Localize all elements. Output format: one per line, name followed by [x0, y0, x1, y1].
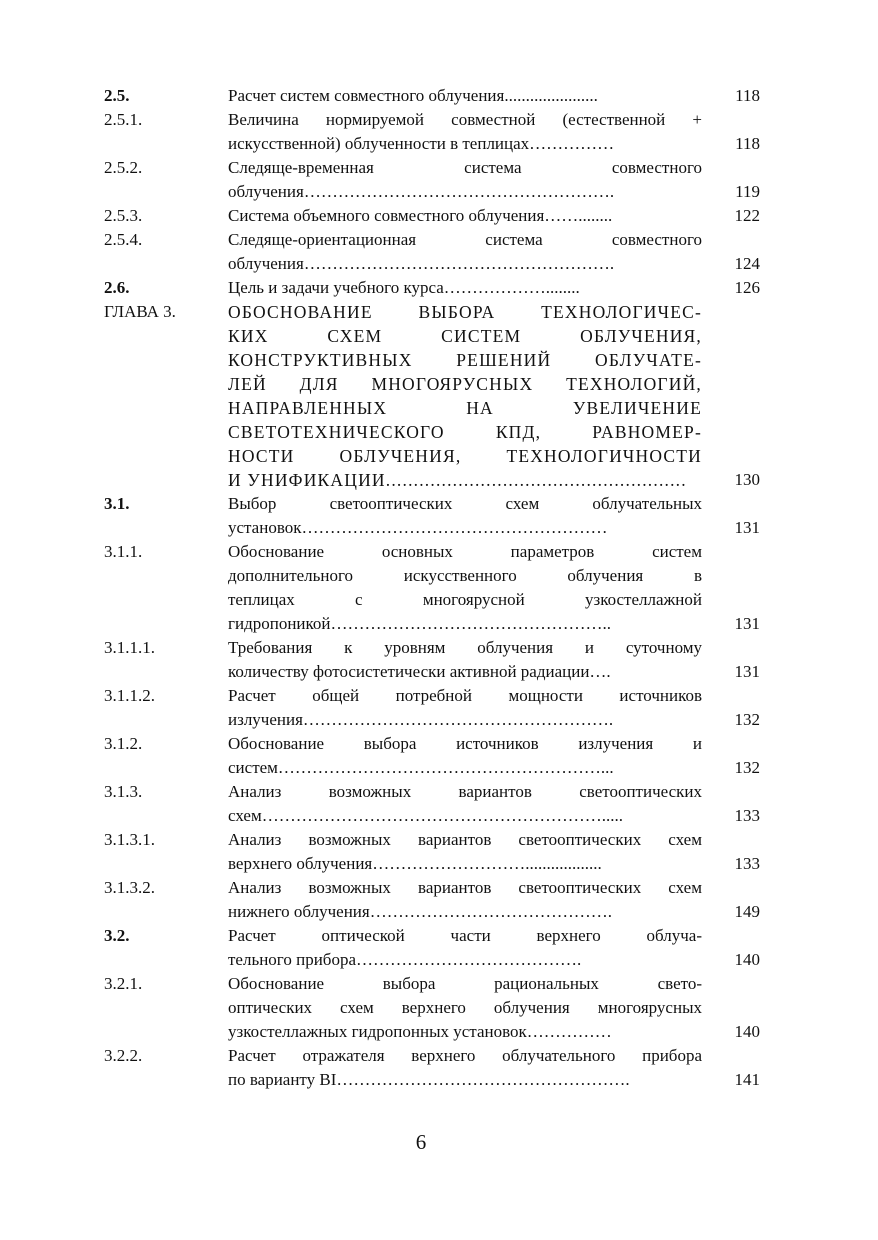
toc-entry-title-line: Расчет оптической части верхнего облуча-	[228, 926, 702, 945]
toc-entry-title-line: Анализ возможных вариантов светооптических схем	[228, 830, 702, 849]
toc-entry	[104, 732, 760, 780]
toc-entry-title	[228, 1044, 702, 1092]
toc-entry-page: 132	[734, 758, 760, 777]
toc-entry-title-line: теплицах с многоярусной узкостеллажной	[228, 590, 702, 609]
toc-entry-title	[228, 732, 702, 780]
toc-entry	[104, 108, 760, 156]
toc-entry-title	[228, 684, 702, 732]
toc-entry-title-line: Расчет отражателя верхнего облучательного прибора	[228, 1046, 702, 1065]
toc-entry-number: 3.2.2.	[104, 1046, 143, 1065]
toc-entry-title	[228, 636, 702, 684]
toc-entry-number: 3.1.2.	[104, 734, 143, 753]
toc-entry-title-line: Обоснование основных параметров систем	[228, 542, 702, 561]
toc-entry-number: 2.5.4.	[104, 230, 143, 249]
toc-entry	[104, 876, 760, 924]
toc-entry-title-line: количеству фотосистетически активной радиации….	[228, 662, 611, 681]
toc-entry-title	[228, 204, 702, 228]
toc-entry	[104, 636, 760, 684]
toc-entry-title-line: Выбор светооптических схем облучательных	[228, 494, 702, 513]
toc-entry-title-line: ОБОСНОВАНИЕ ВЫБОРА ТЕХНОЛОГИЧЕС-	[228, 302, 702, 322]
toc-entry-title-line: Обоснование выбора рациональных свето-	[228, 974, 702, 993]
toc-entry-title-line: Анализ возможных вариантов светооптических схем	[228, 878, 702, 897]
toc-entry-number: 3.1.	[104, 494, 130, 513]
toc-entry-title-line: СВЕТОТЕХНИЧЕСКОГО КПД, РАВНОМЕР-	[228, 422, 702, 442]
toc-entry	[104, 828, 760, 876]
toc-entry	[104, 84, 760, 108]
toc-entry-number: 2.5.1.	[104, 110, 143, 129]
toc-entry-page: 131	[734, 518, 760, 537]
toc-entry	[104, 492, 760, 540]
toc-entry-page: 141	[734, 1070, 760, 1089]
toc-entry-number: 2.5.2.	[104, 158, 143, 177]
toc-entry-title-line: систем…………………………………………………...	[228, 758, 614, 777]
toc-entry-title	[228, 876, 702, 924]
toc-entry-title-line: КИХ СХЕМ СИСТЕМ ОБЛУЧЕНИЯ,	[228, 326, 702, 346]
toc-entry-title-line: Расчет систем совместного облучения......................	[228, 86, 598, 105]
toc-entry-title-line: Требования к уровням облучения и суточному	[228, 638, 702, 657]
toc-entry-number: 3.1.3.1.	[104, 830, 155, 849]
toc-entry-page: 124	[734, 254, 760, 273]
toc-entry-title-line: Система объемного совместного облучения……........	[228, 206, 613, 225]
toc-entry-page: 132	[734, 710, 760, 729]
toc-entry-title-line: облучения……………………………………………….	[228, 254, 615, 273]
toc-entry-number: 3.1.1.1.	[104, 638, 155, 657]
toc-entry-number: 3.2.1.	[104, 974, 143, 993]
toc-entry-title	[228, 84, 702, 108]
toc-entry	[104, 204, 760, 228]
toc-entry-title	[228, 492, 702, 540]
toc-entry-title-line: верхнего облучения………………………..................	[228, 854, 602, 873]
toc-entry-title-line: тельного прибора………………………………….	[228, 950, 582, 969]
table-of-contents	[104, 84, 760, 1092]
toc-entry-title-line: КОНСТРУКТИВНЫХ РЕШЕНИЙ ОБЛУЧАТЕ-	[228, 350, 702, 370]
toc-entry-title-line: излучения……………………………………………….	[228, 710, 614, 729]
toc-entry	[104, 684, 760, 732]
toc-entry-page: 133	[734, 806, 760, 825]
toc-entry-number: 3.1.1.	[104, 542, 143, 561]
toc-entry	[104, 1044, 760, 1092]
toc-entry-title-line: установок………………………………………………	[228, 518, 608, 537]
toc-entry-title-line: НАПРАВЛЕННЫХ НА УВЕЛИЧЕНИЕ	[228, 398, 702, 418]
toc-entry-page: 140	[734, 950, 760, 969]
toc-entry-number: 2.6.	[104, 278, 130, 297]
toc-entry-title-line: искусственной) облученности в теплицах……………	[228, 134, 615, 153]
toc-entry-title	[228, 828, 702, 876]
toc-entry-title	[228, 156, 702, 204]
toc-entry-page: 122	[734, 206, 760, 225]
toc-entry-page: 118	[735, 86, 760, 105]
toc-entry-number: 2.5.3.	[104, 206, 143, 225]
toc-entry-title-line: Следяще-ориентационная система совместного	[228, 230, 702, 249]
toc-entry-page: 119	[735, 182, 760, 201]
toc-entry-title-line: Анализ возможных вариантов светооптических	[228, 782, 702, 801]
toc-entry-title-line: Расчет общей потребной мощности источников	[228, 686, 702, 705]
toc-entry	[104, 924, 760, 972]
toc-entry-number: 3.1.3.	[104, 782, 143, 801]
toc-entry	[104, 228, 760, 276]
toc-entry-title-line: облучения……………………………………………….	[228, 182, 615, 201]
toc-entry-title	[228, 300, 702, 492]
toc-entry-title	[228, 540, 702, 636]
toc-entry-page: 131	[734, 614, 760, 633]
toc-entry-number: 3.1.1.2.	[104, 686, 155, 705]
toc-entry-title	[228, 276, 702, 300]
toc-entry-title-line: дополнительного искусственного облучения в	[228, 566, 702, 585]
toc-entry-title	[228, 924, 702, 972]
toc-entry-number: 2.5.	[104, 86, 130, 105]
toc-entry-page: 130	[734, 470, 760, 489]
toc-entry-title	[228, 780, 702, 828]
toc-entry-title-line: Цель и задачи учебного курса………………........	[228, 278, 580, 297]
toc-entry-title-line: ЛЕЙ ДЛЯ МНОГОЯРУСНЫХ ТЕХНОЛОГИЙ,	[228, 374, 702, 394]
toc-entry-page: 149	[734, 902, 760, 921]
toc-entry-page: 133	[734, 854, 760, 873]
toc-entry-title	[228, 972, 702, 1044]
toc-entry-title-line: Следяще-временная система совместного	[228, 158, 702, 177]
toc-entry-title-line: узкостеллажных гидропонных установок……………	[228, 1022, 612, 1041]
toc-entry-title-line: Обоснование выбора источников излучения и	[228, 734, 702, 753]
toc-entry-number: ГЛАВА 3.	[104, 302, 176, 321]
toc-entry-title-line: оптических схем верхнего облучения многоярусных	[228, 998, 702, 1017]
toc-entry-title-line: Величина нормируемой совместной (естественной +	[228, 110, 702, 129]
toc-entry	[104, 540, 760, 636]
toc-entry	[104, 972, 760, 1044]
toc-entry-page: 118	[735, 134, 760, 153]
toc-entry-title-line: схем…………………………………………………….....	[228, 806, 623, 825]
toc-entry-number: 3.2.	[104, 926, 130, 945]
toc-entry	[104, 780, 760, 828]
toc-entry	[104, 276, 760, 300]
toc-entry	[104, 300, 760, 492]
toc-entry-title	[228, 228, 702, 276]
toc-entry-title-line: гидропоникой…………………………………………..	[228, 614, 612, 633]
toc-entry	[104, 156, 760, 204]
toc-entry-title-line: нижнего облучения…………………………………….	[228, 902, 612, 921]
toc-entry-number: 3.1.3.2.	[104, 878, 155, 897]
toc-entry-title	[228, 108, 702, 156]
toc-entry-title-line: по варианту ВI…………………………………………….	[228, 1070, 630, 1089]
toc-entry-page: 126	[734, 278, 760, 297]
toc-entry-title-line: И УНИФИКАЦИИ......................................................	[228, 470, 687, 490]
page-number: 6	[415, 1130, 427, 1154]
toc-entry-page: 131	[734, 662, 760, 681]
toc-entry-page: 140	[734, 1022, 760, 1041]
toc-entry-title-line: НОСТИ ОБЛУЧЕНИЯ, ТЕХНОЛОГИЧНОСТИ	[228, 446, 702, 466]
